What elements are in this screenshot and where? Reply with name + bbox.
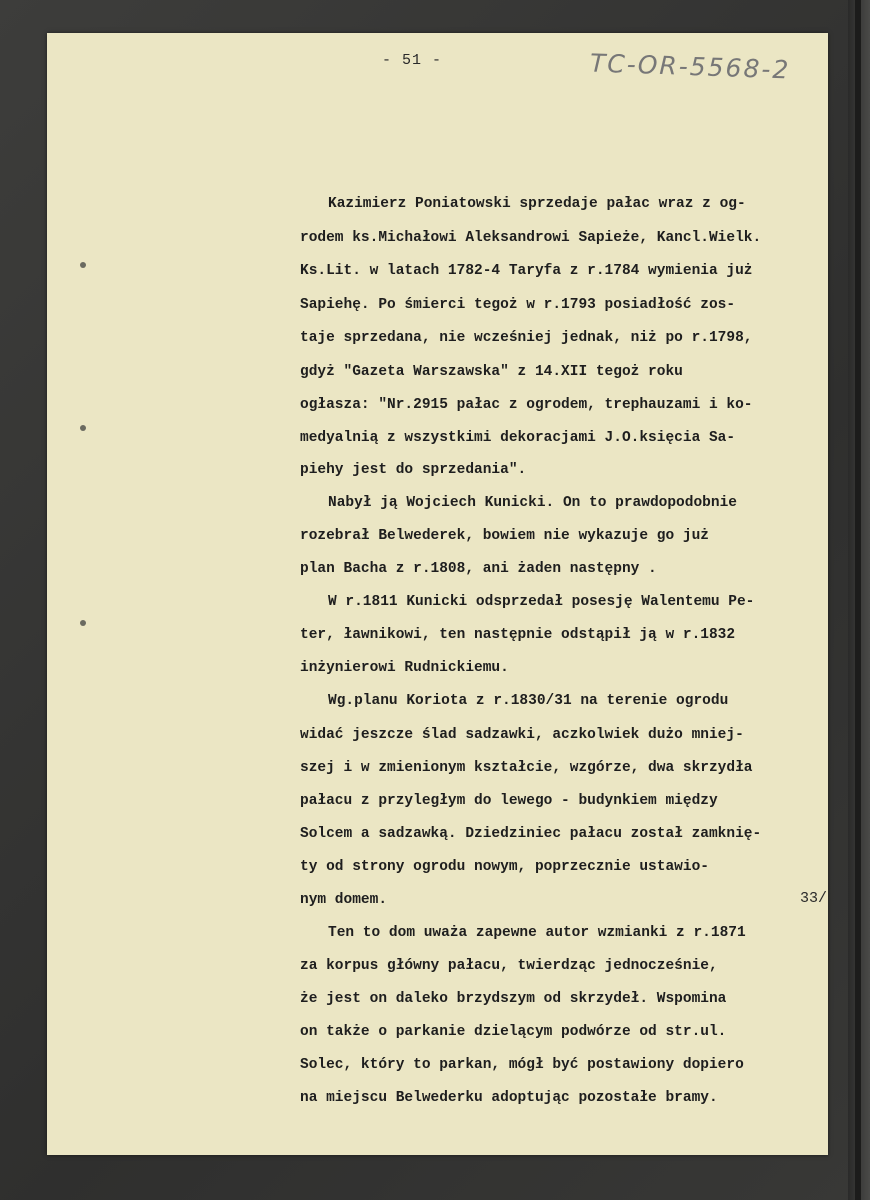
text-line: Wg.planu Koriota z r.1830/31 na terenie ogrodu (328, 693, 729, 709)
text-line: Solcem a sadzawką. Dziedziniec pałacu został zamknię- (300, 826, 762, 842)
text-line: Ks.Lit. w latach 1782-4 Taryfa z r.1784 wymienia już (300, 263, 753, 279)
page-number: - 51 - (382, 52, 443, 69)
text-line: rodem ks.Michałowi Aleksandrowi Sapieże, Kancl.Wielk. (300, 230, 762, 246)
text-line: ty od strony ogrodu nowym, poprzecznie ustawio- (300, 859, 709, 875)
punch-hole (80, 262, 86, 268)
text-line: taje sprzedana, nie wcześniej jednak, niż po r.1798, (300, 330, 753, 346)
text-line: pałacu z przyległym do lewego - budynkiem między (300, 793, 718, 809)
scanner-strip (855, 0, 861, 1200)
text-line: Nabył ją Wojciech Kunicki. On to prawdopodobnie (328, 495, 737, 511)
archive-signature: TC-OR-5568-2 (589, 48, 791, 85)
text-line: na miejscu Belwederku adoptując pozostałe bramy. (300, 1090, 718, 1106)
text-line: medyalnią z wszystkimi dekoracjami J.O.księcia Sa- (300, 430, 736, 446)
text-line: szej i w zmienionym kształcie, wzgórze, dwa skrzydła (300, 760, 753, 776)
text-line: widać jeszcze ślad sadzawki, aczkolwiek dużo mniej- (300, 727, 744, 743)
text-line: ogłasza: "Nr.2915 pałac z ogrodem, trephauzami i ko- (300, 397, 753, 413)
text-line: piehy jest do sprzedania". (300, 462, 527, 478)
text-line: że jest on daleko brzydszym od skrzydeł. Wspomina (300, 991, 727, 1007)
text-line: on także o parkanie dzielącym podwórze od str.ul. (300, 1024, 727, 1040)
text-line: plan Bacha z r.1808, ani żaden następny . (300, 561, 657, 577)
text-line: ter, ławnikowi, ten następnie odstąpił ją w r.1832 (300, 627, 736, 643)
text-line: W r.1811 Kunicki odsprzedał posesję Walentemu Pe- (328, 594, 755, 610)
margin-note: 33/ (800, 890, 828, 907)
text-line: rozebrał Belwederek, bowiem nie wykazuje go już (300, 528, 709, 544)
text-line: nym domem. (300, 892, 388, 908)
text-line: Sapiehę. Po śmierci tegoż w r.1793 posiadłość zos- (300, 297, 736, 313)
text-line: Ten to dom uważa zapewne autor wzmianki z r.1871 (328, 925, 746, 941)
text-line: gdyż "Gazeta Warszawska" z 14.XII tegoż roku (300, 364, 683, 380)
punch-hole (80, 620, 86, 626)
text-line: za korpus główny pałacu, twierdząc jednocześnie, (300, 958, 718, 974)
punch-hole (80, 425, 86, 431)
text-line: inżynierowi Rudnickiemu. (300, 660, 509, 676)
text-line: Solec, który to parkan, mógł być postawiony dopiero (300, 1057, 744, 1073)
text-line: Kazimierz Poniatowski sprzedaje pałac wraz z og- (328, 196, 746, 212)
